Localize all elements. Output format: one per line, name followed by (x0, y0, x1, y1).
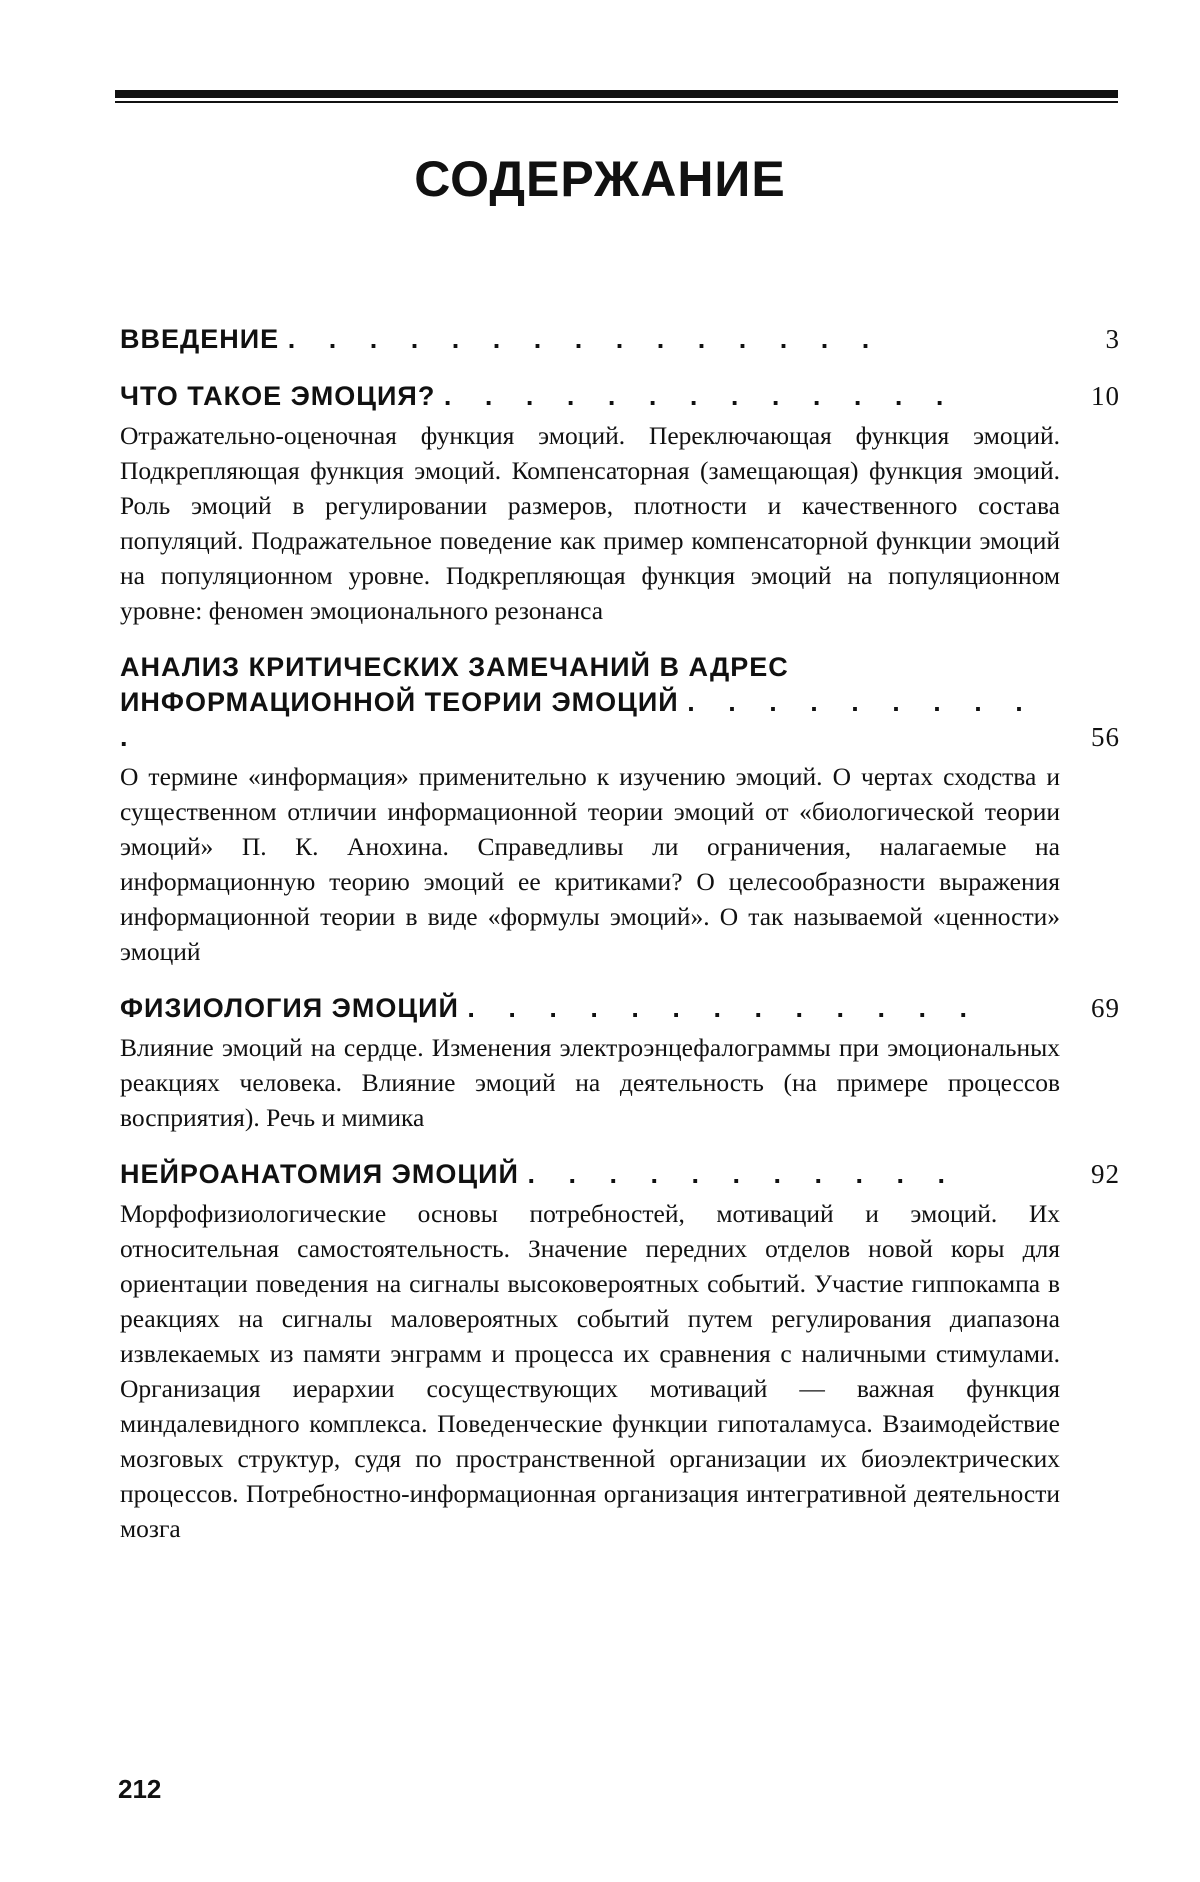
toc-entry-critical-analysis (120, 650, 1120, 969)
toc-page-number: 56 (1091, 722, 1120, 752)
toc-entry-heading (120, 1157, 1120, 1192)
toc-entry-title: ФИЗИОЛОГИЯ ЭМОЦИЙ (120, 993, 459, 1023)
leader-dots: . . . . . . . . . . . (527, 1159, 958, 1189)
page-number-footer: 212 (118, 1774, 162, 1804)
toc-entry-heading (120, 379, 1120, 414)
leader-dots: . . . . . . . . . . . . . . . (287, 324, 883, 354)
toc-entry-title: ЧТО ТАКОЕ ЭМОЦИЯ? (120, 381, 436, 411)
header-rule-thin (115, 101, 1118, 103)
leader-dots: . . . . . . . . . . (120, 687, 1036, 752)
toc-entry-title: АНАЛИЗ КРИТИЧЕСКИХ ЗАМЕЧАНИЙ В АДРЕС ИНФОРМАЦИОННОЙ ТЕОРИИ ЭМОЦИЙ (120, 652, 789, 717)
leader-dots: . . . . . . . . . . . . . (467, 993, 980, 1023)
toc-entry-description: Влияние эмоций на сердце. Изменения электроэнцефалограммы при эмоциональных реакциях человека. Влияние эмоций на деятельность (на примере процессов восприятия). Речь и мимика (120, 1033, 1060, 1132)
page-title: СОДЕРЖАНИЕ (414, 151, 786, 207)
toc-entry-heading (120, 322, 1120, 357)
toc-entry-what-is-emotion (120, 379, 1120, 628)
toc-entry-description: О термине «информация» применительно к изучению эмоций. О чертах сходства и существенном отличии информационной теории эмоций от «биологической теории эмоций» П. К. Анохина. Справедливы ли ограничения, налагаемые на информационную теорию эмоций ее критиками? О целесообразности выражения информационной теории в виде «формулы эмоций». О так называемой «ценности» эмоций (120, 762, 1060, 966)
toc-entry-description: Отражательно-оценочная функция эмоций. Переключающая функция эмоций. Подкрепляющая функция эмоций. Компенсаторная (замещающая) функция эмоций. Роль эмоций в регулировании размеров, плотности и качественного состава популяций. Подражательное поведение как пример компенсаторной функции эмоций на популяционном уровне. Подкрепляющая функция эмоций на популяционном уровне: феномен эмоционального резонанса (120, 421, 1060, 625)
toc-entry-introduction (120, 322, 1120, 357)
toc-page-number: 92 (1091, 1159, 1120, 1189)
toc-entry-neuroanatomy (120, 1157, 1120, 1546)
toc-page-number: 3 (1105, 324, 1120, 354)
header-rule-thick (115, 90, 1118, 98)
toc-entry-heading (120, 650, 1120, 755)
toc-entry-title: ВВЕДЕНИЕ (120, 324, 280, 354)
toc-page-number: 10 (1091, 381, 1120, 411)
table-of-contents (120, 322, 1120, 1568)
toc-entry-physiology (120, 991, 1120, 1135)
toc-entry-description: Морфофизиологические основы потребностей, мотиваций и эмоций. Их относительная самостоятельность. Значение передних отделов новой коры для ориентации поведения на сигналы высоковероятных событий. Участие гиппокампа в реакциях на сигналы маловероятных событий путем регулирования диапазона извлекаемых из памяти энграмм и процесса их сравнения с наличными стимулами. Организация иерархии сосуществующих мотиваций — важная функция миндалевидного комплекса. Поведенческие функции гипоталамуса. Взаимодействие мозговых структур, судя по пространственной организации их биоэлектрических процессов. Потребностно-информационная организация интегративной деятельности мозга (120, 1199, 1060, 1543)
leader-dots: . . . . . . . . . . . . . (443, 381, 957, 411)
toc-page-number: 69 (1091, 993, 1120, 1023)
toc-entry-title: НЕЙРОАНАТОМИЯ ЭМОЦИЙ (120, 1159, 519, 1189)
toc-entry-heading (120, 991, 1120, 1026)
